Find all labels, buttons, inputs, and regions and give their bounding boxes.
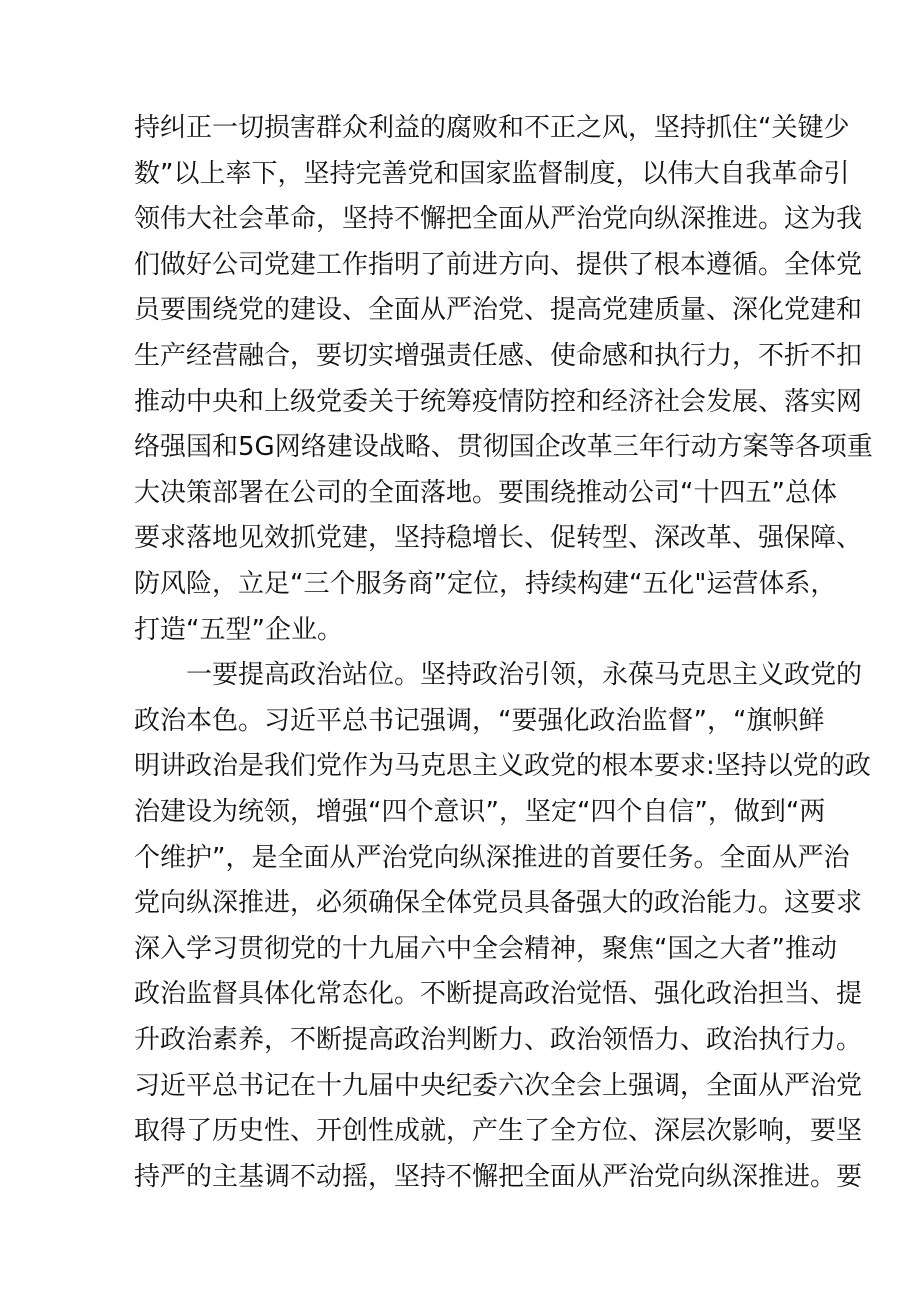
text-line: 打造“五型”企业。 <box>134 614 343 645</box>
text-line: 取得了历史性、开创性成就，产生了全方位、深层次影响，要坚 <box>134 1116 863 1147</box>
text-line: 领伟大社会革命，坚持不懈把全面从严治党向纵深推进。这为我 <box>134 204 863 235</box>
text-line: 推动中央和上级党委关于统筹疫情防控和经济社会发展、落实网 <box>134 386 863 417</box>
text-line: 生产经营融合，要切实增强责任感、使命感和执行力，不折不扣 <box>134 341 863 371</box>
text-line: 升政治素养，不断提高政治判断力、政治领悟力、政治执行力。 <box>134 1025 863 1055</box>
text-line: 习近平总书记在十九届中央纪委六次全会上强调，全面从严治党 <box>134 1070 863 1101</box>
text-line: 个维护”，是全面从严治党向纵深推进的首要任务。全面从严治 <box>134 842 850 873</box>
text-line: 治建设为统领，增强“四个意识”，坚定“四个自信”，做到“两 <box>134 797 826 827</box>
text-line: 们做好公司党建工作指明了前进方向、提供了根本遵循。全体党 <box>134 249 863 280</box>
text-line: 政治监督具体化常态化。不断提高政治觉悟、强化政治担当、提 <box>134 979 863 1010</box>
text-line: 明讲政治是我们党作为马克思主义政党的根本要求:坚持以党的政 <box>134 751 871 782</box>
text-line: 持严的主基调不动摇，坚持不懈把全面从严治党向纵深推进。要 <box>134 1161 863 1192</box>
text-line: 党向纵深推进，必须确保全体党员具备强大的政治能力。这要求 <box>134 888 863 919</box>
text-line: 员要围绕党的建设、全面从严治党、提高党建质量、深化党建和 <box>134 295 863 326</box>
text-line: 大决策部署在公司的全面落地。要围绕推动公司“十四五”总体 <box>134 477 837 508</box>
text-line: 深入学习贯彻党的十九届六中全会精神，聚焦“国之大者”推动 <box>134 933 837 964</box>
text-line: 络强国和5G网络建设战略、贯彻国企改革三年行动方案等各项重 <box>134 432 873 463</box>
text-line: 政治本色。习近平总书记强调，“要强化政治监督”，“旗帜鲜 <box>134 705 825 736</box>
paragraph-first-line: 一要提高政治站位。坚持政治引领，永葆马克思主义政党的 <box>186 660 863 691</box>
text-line: 数”以上率下，坚持完善党和国家监督制度，以伟大自我革命引 <box>134 158 850 189</box>
text-line: 防风险，立足“三个服务商”定位，持续构建“五化"运营体系， <box>134 569 837 599</box>
text-line: 持纠正一切损害群众利益的腐败和不正之风，坚持抓住“关键少 <box>134 113 850 143</box>
text-line: 要求落地见效抓党建，坚持稳增长、促转型、深改革、强保障、 <box>134 523 863 554</box>
